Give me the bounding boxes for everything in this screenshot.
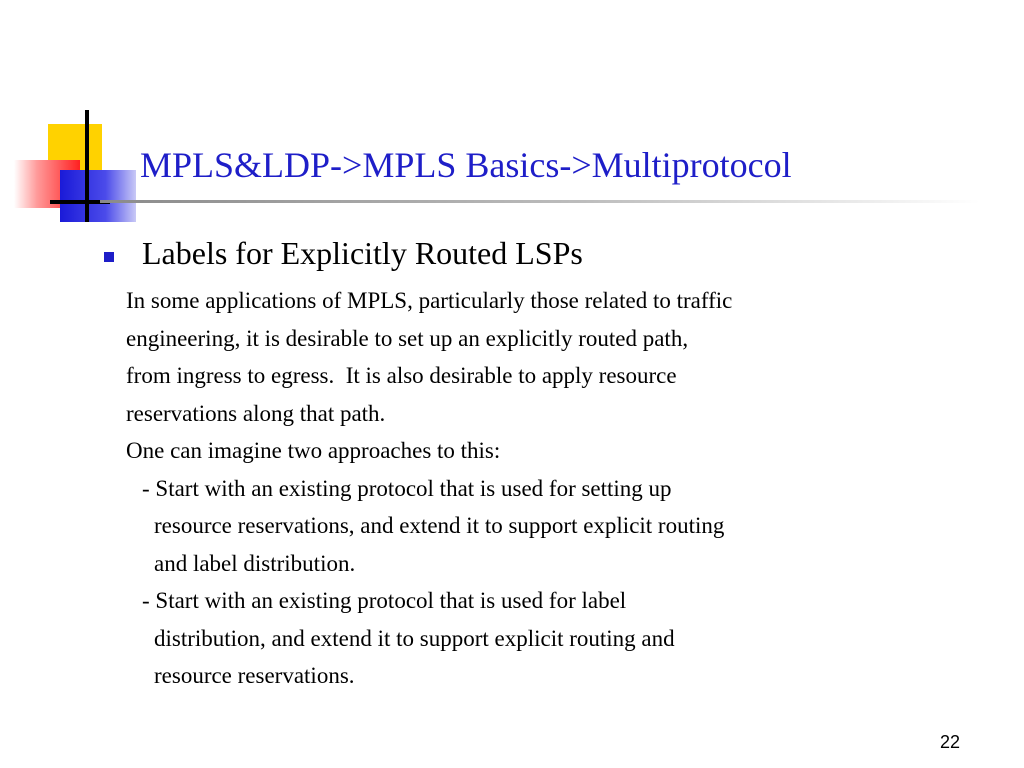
body-line: from ingress to egress. It is also desirable to apply resource: [126, 363, 677, 388]
logo-vertical-line: [85, 110, 89, 222]
title-divider: [100, 200, 980, 203]
body-line-approach-2-cont: distribution, and extend it to support explicit routing and: [154, 625, 675, 651]
body-line: One can imagine two approaches to this:: [126, 438, 501, 463]
body-line-approach-1-cont: and label distribution.: [154, 550, 356, 576]
slide-body: [126, 282, 986, 695]
body-line-approach-2-cont: resource reservations.: [154, 663, 355, 688]
body-line: reservations along that path.: [126, 400, 386, 426]
slide-logo-decoration: [0, 0, 140, 240]
body-line-approach-1: - Start with an existing protocol that is used for setting up: [142, 475, 672, 501]
body-line-approach-2: - Start with an existing protocol that is used for label: [142, 588, 627, 613]
bullet-square-icon: [104, 252, 114, 262]
slide-title: MPLS&LDP->MPLS Basics->Multiprotocol: [140, 145, 792, 185]
body-line-approach-1-cont: resource reservations, and extend it to support explicit routing: [154, 513, 725, 538]
body-line: engineering, it is desirable to set up an explicitly routed path,: [126, 325, 689, 351]
body-line: In some applications of MPLS, particularly those related to traffic: [126, 288, 733, 313]
page-number: 22: [940, 732, 961, 752]
bullet-heading-text: Labels for Explicitly Routed LSPs: [142, 235, 583, 271]
bullet-heading: [104, 236, 583, 271]
logo-blue-square: [60, 170, 136, 222]
